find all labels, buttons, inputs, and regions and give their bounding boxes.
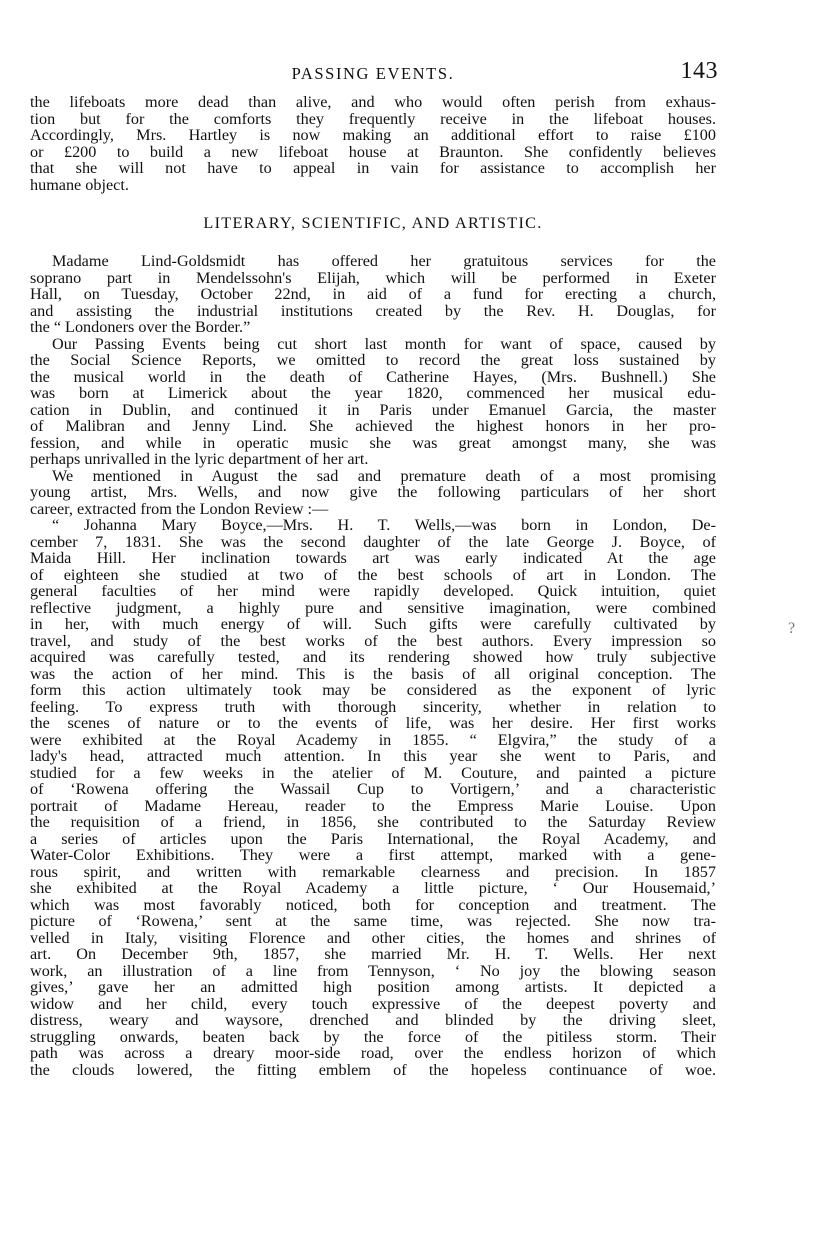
text-line: studied for a few weeks in the atelier of M. Couture, and painted a picture (30, 763, 716, 782)
text-line: fession, and while in operatic music she was great amongst many, she was (30, 433, 716, 452)
text-line: portrait of Madame Hereau, reader to the Empress Marie Louise. Upon (30, 796, 716, 815)
text-line: the clouds lowered, the fitting emblem of the hopeless continuance of woe. (30, 1060, 716, 1079)
text-line: were exhibited at the Royal Academy in 1855. “ Elgvira,” the study of a (30, 730, 716, 749)
text-line: humane object. (30, 175, 129, 194)
text-line: of Malibran and Jenny Lind. She achieved the highest honors in her pro- (30, 417, 716, 435)
text-line: widow and her child, every touch expressive of the deepest poverty and (30, 994, 716, 1013)
text-line: the scenes of nature or to the events of life, was her desire. Her first works (30, 714, 716, 732)
text-line: path was across a dreary moor-side road, over the endless horizon of which (30, 1044, 716, 1062)
text-line: feeling. To express truth with thorough sincerity, whether in relation to (30, 697, 716, 716)
text-line: was the action of her mind. This is the basis of all original conception. The (30, 664, 716, 683)
text-line: cember 7, 1831. She was the second daughter of the late George J. Boyce, of (30, 532, 716, 551)
text-line: struggling onwards, beaten back by the force of the pitiless storm. Their (30, 1027, 716, 1046)
text-line: picture of ‘Rowena,’ sent at the same time, was rejected. She now tra- (30, 912, 716, 930)
text-line: a series of articles upon the Paris International, the Royal Academy, and (30, 829, 716, 848)
text-line: was born at Limerick about the year 1820, commenced her musical edu- (30, 384, 716, 402)
text-line: the musical world in the death of Catherine Hayes, (Mrs. Bushnell.) She (30, 367, 716, 386)
text-line: perhaps unrivalled in the lyric department of her art. (30, 450, 369, 468)
section-heading: LITERARY, SCIENTIFIC, AND ARTISTIC. (203, 214, 543, 232)
text-line: travel, and study of the best works of the best authors. Every impression so (30, 631, 716, 650)
text-line: and assisting the industrial institutions created by the Rev. H. Douglas, for (30, 301, 716, 320)
text-line: soprano part in Mendelssohn's Elijah, which will be performed in Exeter (30, 268, 716, 287)
text-line: the requisition of a friend, in 1856, she contributed to the Saturday Review (30, 813, 716, 831)
text-line: that she will not have to appeal in vain for assistance to accomplish her (30, 159, 716, 177)
text-line: art. On December 9th, 1857, she married Mr. H. T. Wells. Her next (30, 945, 716, 963)
text-line: work, an illustration of a line from Tennyson, ‘ No joy the blowing season (30, 961, 716, 980)
text-line: she exhibited at the Royal Academy a little picture, ‘ Our Housemaid,’ (30, 879, 716, 897)
text-line: Our Passing Events being cut short last month for want of space, caused by (52, 334, 716, 353)
text-line: rous spirit, and written with remarkable clearness and precision. In 1857 (30, 862, 716, 881)
text-line: form this action ultimately took may be considered as the exponent of lyric (30, 681, 716, 699)
text-line: tion but for the comforts they frequently receive in the lifeboat houses. (30, 109, 716, 128)
text-line: the “ Londoners over the Border.” (30, 318, 251, 336)
text-line: of eighteen she studied at two of the best schools of art in London. The (30, 565, 716, 584)
running-title: PASSING EVENTS. (291, 64, 455, 83)
text-line: young artist, Mrs. Wells, and now give the following particulars of her short (30, 483, 716, 501)
text-line: “ Johanna Mary Boyce,—Mrs. H. T. Wells,—was born in London, De- (52, 516, 716, 534)
continuation-paragraph (30, 94, 716, 193)
text-line: in her, with much energy of will. Such gifts were carefully cultivated by (30, 615, 716, 633)
text-line: cation in Dublin, and continued it in Paris under Emanuel Garcia, the master (30, 400, 716, 419)
text-line: lady's head, attracted much attention. In this year she went to Paris, and (30, 747, 716, 765)
document-page (30, 58, 716, 1078)
text-line: reflective judgment, a highly pure and sensitive imagination, were combined (30, 598, 716, 617)
text-line: Madame Lind-Goldsmidt has offered her gratuitous services for the (52, 252, 716, 270)
running-header (30, 58, 716, 94)
text-line: the Social Science Reports, we omitted to record the great loss sustained by (30, 351, 716, 369)
paragraph-lind-goldsmidt (30, 253, 716, 336)
text-line: acquired was carefully tested, and its rendering showed how truly subjective (30, 648, 716, 666)
paragraph-catherine-hayes (30, 336, 716, 468)
margin-mark: ? (788, 620, 796, 637)
text-line: Maida Hill. Her inclination towards art was early indicated At the age (30, 549, 716, 567)
text-line: velled in Italy, visiting Florence and other cities, the homes and shrines of (30, 928, 716, 947)
text-line: of ‘Rowena offering the Wassail Cup to Vortigern,’ and a characteristic (30, 780, 716, 798)
text-line: distress, weary and waysore, drenched and blinded by the driving sleet, (30, 1011, 716, 1029)
text-line: gives,’ gave her an admitted high position among artists. It depicted a (30, 978, 716, 996)
text-line: general faculties of her mind were rapidly developed. Quick intuition, quiet (30, 582, 716, 600)
text-line: We mentioned in August the sad and premature death of a most promising (52, 466, 716, 485)
paragraph-johanna-boyce (30, 517, 716, 1078)
page-number: 143 (680, 58, 718, 84)
text-line: which was most favorably noticed, both for conception and treatment. The (30, 895, 716, 914)
text-line: Accordingly, Mrs. Hartley is now making an additional effort to raise £100 (30, 126, 716, 144)
text-line: the lifeboats more dead than alive, and who would often perish from exhaus- (30, 93, 716, 111)
paragraph-mrs-wells-intro (30, 468, 716, 518)
text-line: career, extracted from the London Review :— (30, 499, 329, 518)
text-line: or £200 to build a new lifeboat house at Braunton. She confidently believes (30, 142, 716, 161)
text-line: Hall, on Tuesday, October 22nd, in aid of a fund for erecting a church, (30, 285, 716, 303)
text-line: Water-Color Exhibitions. They were a first attempt, marked with a gene- (30, 846, 716, 864)
